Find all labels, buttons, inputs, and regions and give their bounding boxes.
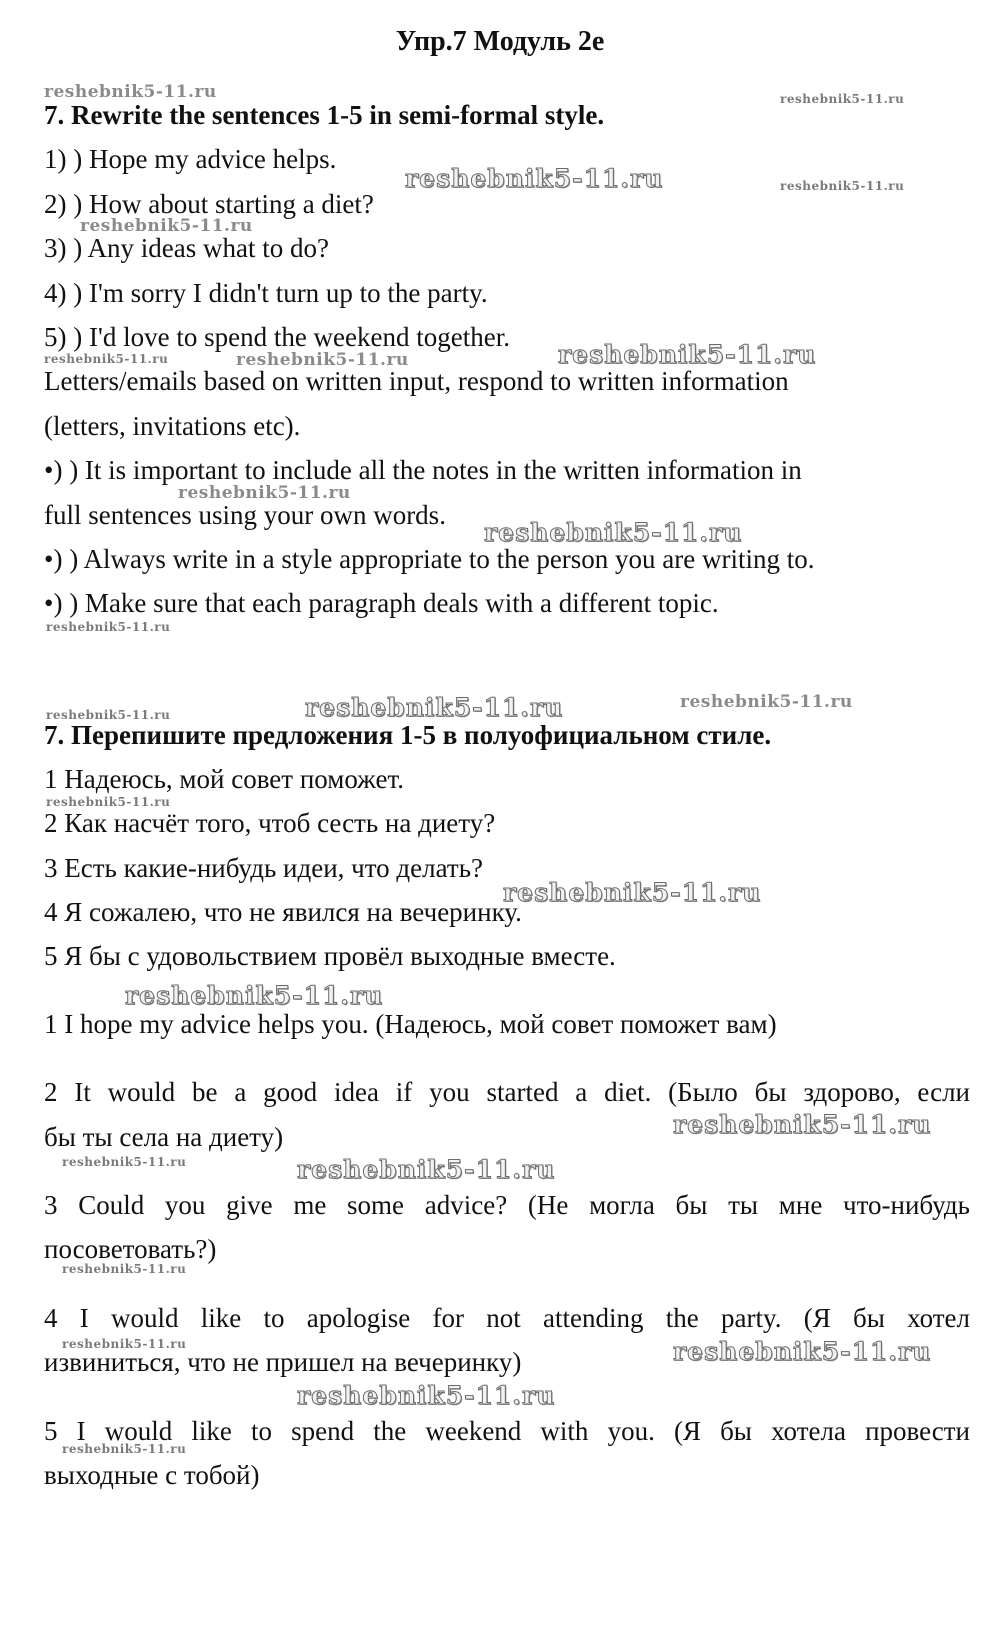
bullet-line: •) ) Always write in a style appropriate to the person you are writing to. <box>44 544 815 574</box>
answer-line: 5 I would like to spend the weekend with you. (Я бы хотела провести <box>44 1416 970 1446</box>
answer-line: 3 Could you give me some advice? (Не могла бы ты мне что-нибудь <box>44 1190 970 1220</box>
watermark: reshebnik5-11.ru <box>178 483 351 503</box>
watermark: reshebnik5-11.ru <box>62 1262 187 1276</box>
watermark: reshebnik5-11.ru <box>673 1337 932 1366</box>
watermark: reshebnik5-11.ru <box>673 1110 932 1139</box>
watermark: reshebnik5-11.ru <box>558 340 817 369</box>
answer-line: посоветовать?) <box>44 1234 217 1264</box>
watermark: reshebnik5-11.ru <box>80 216 253 236</box>
answer-line: 1 I hope my advice helps you. (Надеюсь, мой совет поможет вам) <box>44 1009 777 1039</box>
task-sentence: 4) ) I'm sorry I didn't turn up to the party. <box>44 278 488 308</box>
answer-line: 4 I would like to apologise for not attending the party. (Я бы хотел <box>44 1303 970 1333</box>
task-sentence: 1) ) Hope my advice helps. <box>44 144 337 174</box>
watermark: reshebnik5-11.ru <box>680 692 853 712</box>
bullet-line: •) ) Make sure that each paragraph deals with a different topic. <box>44 588 719 618</box>
answer-line: 2 It would be a good idea if you started a diet. (Было бы здорово, если <box>44 1077 970 1107</box>
watermark: reshebnik5-11.ru <box>297 1381 556 1410</box>
watermark: reshebnik5-11.ru <box>62 1337 187 1351</box>
watermark: reshebnik5-11.ru <box>62 1442 187 1456</box>
watermark: reshebnik5-11.ru <box>62 1155 187 1169</box>
watermark: reshebnik5-11.ru <box>484 518 743 547</box>
task-sentence: 2) ) How about starting a diet? <box>44 189 374 219</box>
watermark: reshebnik5-11.ru <box>44 82 217 102</box>
answer-line: бы ты села на диету) <box>44 1122 284 1152</box>
watermark: reshebnik5-11.ru <box>236 350 409 370</box>
info-line: (letters, invitations etc). <box>44 411 301 441</box>
translation-sentence: 4 Я сожалею, что не явился на вечеринку. <box>44 897 522 927</box>
bullet-line: •) ) It is important to include all the notes in the written information in <box>44 455 802 485</box>
translation-heading: 7. Перепишите предложения 1-5 в полуофициальном стиле. <box>44 720 772 750</box>
translation-sentence: 1 Надеюсь, мой совет поможет. <box>44 764 404 794</box>
watermark: reshebnik5-11.ru <box>46 620 171 634</box>
watermark: reshebnik5-11.ru <box>46 708 171 722</box>
watermark: reshebnik5-11.ru <box>405 164 664 193</box>
watermark: reshebnik5-11.ru <box>305 693 564 722</box>
translation-sentence: 3 Есть какие-нибудь идеи, что делать? <box>44 853 484 883</box>
watermark: reshebnik5-11.ru <box>503 878 762 907</box>
answer-line: выходные с тобой) <box>44 1460 260 1490</box>
bullet-line: full sentences using your own words. <box>44 500 446 530</box>
watermark: reshebnik5-11.ru <box>125 981 384 1010</box>
task-sentence: 3) ) Any ideas what to do? <box>44 233 329 263</box>
watermark: reshebnik5-11.ru <box>44 352 169 366</box>
page-title: Упр.7 Модуль 2е <box>395 26 605 57</box>
translation-sentence: 5 Я бы с удовольствием провёл выходные вместе. <box>44 941 616 971</box>
task-heading: 7. Rewrite the sentences 1-5 in semi-formal style. <box>44 100 605 130</box>
answer-line: извиниться, что не пришел на вечеринку) <box>44 1347 522 1377</box>
watermark: reshebnik5-11.ru <box>780 92 905 106</box>
watermark: reshebnik5-11.ru <box>297 1155 556 1184</box>
info-line: Letters/emails based on written input, respond to written information <box>44 366 789 396</box>
translation-sentence: 2 Как насчёт того, чтоб сесть на диету? <box>44 808 496 838</box>
task-sentence: 5) ) I'd love to spend the weekend together. <box>44 322 510 352</box>
watermark: reshebnik5-11.ru <box>780 179 905 193</box>
watermark: reshebnik5-11.ru <box>46 795 171 809</box>
